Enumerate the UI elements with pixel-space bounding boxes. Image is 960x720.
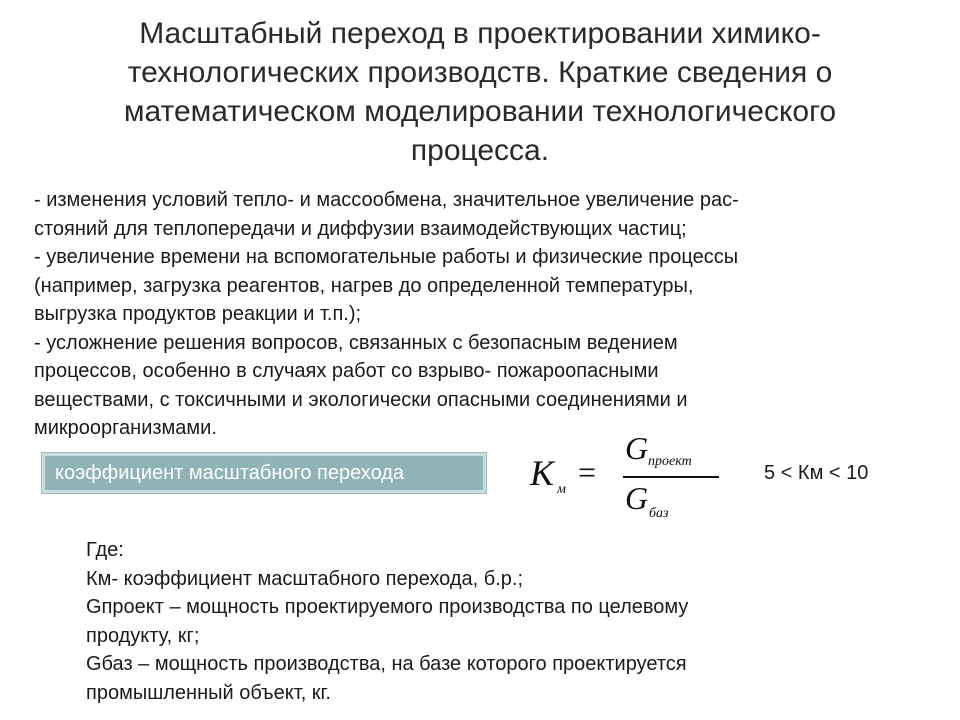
- slide-title: [90, 14, 870, 170]
- body-text: [34, 186, 904, 443]
- formula-numerator: G: [625, 430, 649, 466]
- body-line: - изменения условий тепло- и массообмена, значительное увеличение рас-: [34, 189, 739, 211]
- coefficient-label-box: коэффициент масштабного перехода: [42, 453, 486, 493]
- definition-line: Gпроект – мощность проектируемого производства по целевому: [86, 596, 689, 618]
- definition-line: продукту, кг;: [86, 624, 200, 647]
- title-line: математическом моделировании технологического: [123, 95, 837, 128]
- body-line: стояний для теплопередачи и диффузии взаимодействующих частиц;: [34, 217, 687, 240]
- formula-denominator: G: [625, 480, 649, 516]
- body-line: микроорганизмами.: [34, 417, 217, 439]
- coefficient-range: 5 < Км < 10: [764, 462, 869, 484]
- formula-lhs-subscript: м: [557, 482, 566, 497]
- scale-coefficient-formula: [520, 432, 720, 524]
- body-line: (например, загрузка реагентов, нагрев до определенной температуры,: [34, 274, 694, 297]
- body-line: - увеличение времени на вспомогательные работы и физические процессы: [34, 246, 739, 268]
- title-line: технологических производств. Краткие сведения о: [127, 56, 833, 89]
- formula-lhs: K: [530, 453, 555, 493]
- title-line: процесса.: [410, 134, 550, 167]
- body-line: процессов, особенно в случаях работ со взрыво- пожароопасными: [34, 360, 659, 382]
- body-line: - усложнение решения вопросов, связанных с безопасным ведением: [34, 331, 678, 354]
- definition-line: промышленный объект, кг.: [86, 681, 331, 704]
- body-line: выгрузка продуктов реакции и т.п.);: [34, 303, 362, 325]
- formula-numerator-subscript: проект: [648, 454, 692, 469]
- definition-line: Где:: [86, 539, 124, 561]
- definition-line: Км- коэффициент масштабного перехода, б.р.;: [86, 567, 524, 590]
- title-line: Масштабный переход в проектировании химико-: [139, 17, 821, 50]
- formula-denominator-subscript: баз: [649, 506, 669, 521]
- fraction-bar: [623, 476, 719, 478]
- definition-line: Gбаз – мощность производства, на базе которого проектируется: [86, 653, 687, 675]
- definitions: [86, 536, 886, 707]
- formula-equals: =: [578, 454, 597, 490]
- body-line: веществами, с токсичными и экологически опасными соединениями и: [34, 388, 688, 411]
